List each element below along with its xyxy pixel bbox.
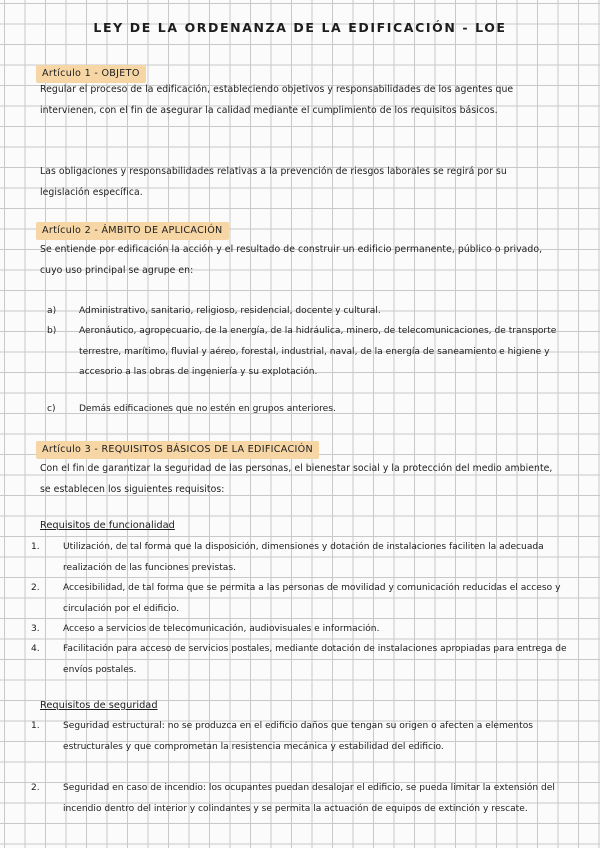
list-marker: 2. xyxy=(31,783,40,793)
list-item-text: Aeronáutico, agropecuario, de la energía, de la hidráulica, minero, de telecomunicaciones, de transporte terrestre, marítimo, fluvial y aéreo, forestal, industrial, naval, de la energía de saneamiento e higiene y accesorio a las obras de ingeniería y su explotación. xyxy=(79,326,557,377)
list-item-text: Accesibilidad, de tal forma que se permita a las personas de movilidad y comunicación reducidas el acceso y circulación por el edificio. xyxy=(63,583,561,614)
functionality-requirements-heading: Requisitos de funcionalidad xyxy=(40,520,175,531)
functionality-item-2 xyxy=(31,578,568,619)
list-item-text: Administrativo, sanitario, religioso, residencial, docente y cultural. xyxy=(79,306,381,316)
list-marker: 4. xyxy=(31,644,40,654)
list-item-text: Seguridad en caso de incendio: los ocupantes puedan desalojar el edificio, se pueda limitar la extensión del incendio dentro del interior y colindantes y se permita la actuación de equipos de extinción y rescate. xyxy=(63,783,555,814)
list-marker: b) xyxy=(47,326,57,336)
list-marker: 2. xyxy=(31,583,40,593)
scope-item-b xyxy=(47,321,581,383)
article-1-heading: Artículo 1 - OBJETO xyxy=(36,65,146,83)
functionality-item-1 xyxy=(31,537,568,578)
article-2-intro: Se entiende por edificación la acción y el resultado de construir un edificio permanente, público o privado, cuyo uso principal se agrupe en: xyxy=(40,244,543,276)
security-item-2 xyxy=(31,778,568,819)
list-item-text: Acceso a servicios de telecomunicación, audiovisuales e información. xyxy=(63,624,380,634)
list-item-text: Facilitación para acceso de servicios postales, mediante dotación de instalaciones apropiadas para entrega de envíos postales. xyxy=(63,644,567,675)
page-title: LEY DE LA ORDENANZA DE LA EDIFICACIÓN - LOE xyxy=(93,20,507,35)
functionality-item-4 xyxy=(31,639,568,680)
functionality-item-3 xyxy=(31,619,568,640)
security-item-1 xyxy=(31,716,568,757)
security-requirements-heading: Requisitos de seguridad xyxy=(40,700,158,711)
list-marker: a) xyxy=(47,306,57,316)
article-2-heading: Artículo 2 - ÁMBITO DE APLICACIÓN xyxy=(36,222,229,240)
list-item-text: Seguridad estructural: no se produzca en el edificio daños que tengan su origen o afecten a elementos estructurales y que comprometan la resistencia mecánica y estabilidad del edificio. xyxy=(63,721,534,752)
article-1-paragraph-1: Regular el proceso de la edificación, estableciendo objetivos y responsabilidades de los agentes que intervienen, con el fin de asegurar la calidad mediante el cumplimiento de los requisitos básicos. xyxy=(40,84,514,116)
article-3-intro: Con el fin de garantizar la seguridad de las personas, el bienestar social y la protección del medio ambiente, se establecen los siguientes requisitos: xyxy=(40,463,553,495)
scope-item-a xyxy=(47,301,581,322)
list-item-text: Utilización, de tal forma que la disposición, dimensiones y dotación de instalaciones faciliten la adecuada realización de las funciones previstas. xyxy=(63,542,544,573)
article-1-paragraph-2: Las obligaciones y responsabilidades relativas a la prevención de riesgos laborales se regirá por su legislación específica. xyxy=(40,166,507,198)
scope-item-c xyxy=(47,399,581,420)
list-marker: c) xyxy=(47,404,56,414)
list-marker: 3. xyxy=(31,624,40,634)
list-marker: 1. xyxy=(31,721,40,731)
list-item-text: Demás edificaciones que no estén en grupos anteriores. xyxy=(79,404,336,414)
list-marker: 1. xyxy=(31,542,40,552)
article-3-heading: Artículo 3 - REQUISITOS BÁSICOS DE LA EDIFICACIÓN xyxy=(36,441,319,459)
